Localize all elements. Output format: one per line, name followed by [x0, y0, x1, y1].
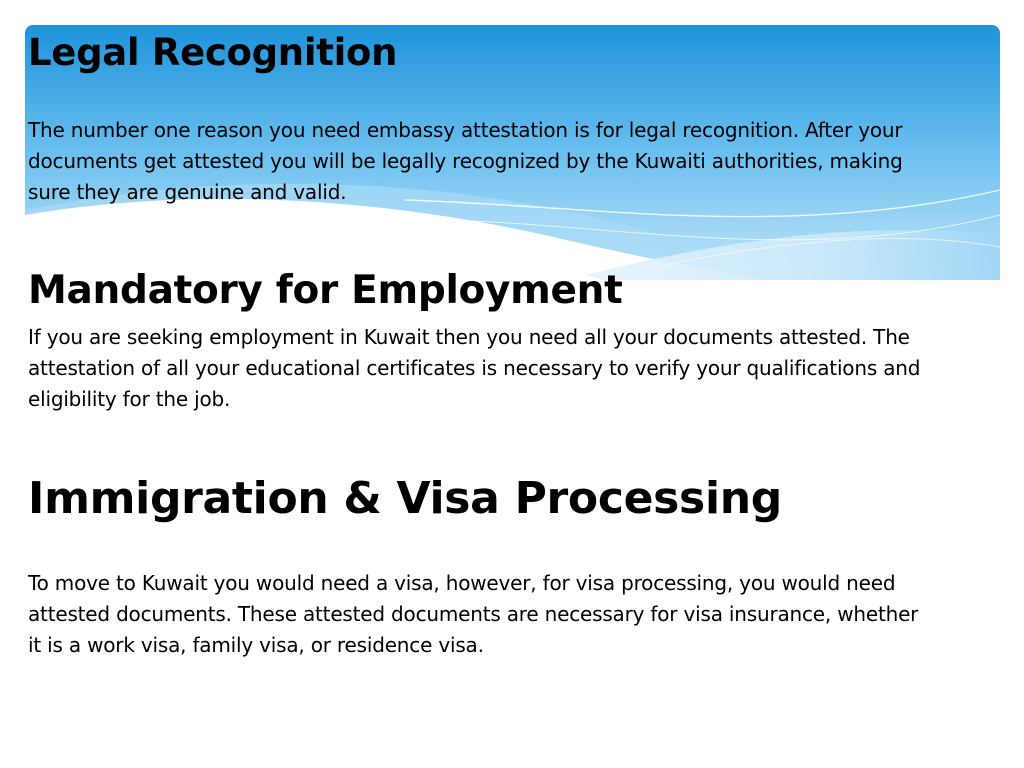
body-line: attestation of all your educational certificates is necessary to verify your qualifications and [28, 356, 921, 380]
section-heading-legal-recognition: Legal Recognition [28, 31, 398, 74]
body-line: If you are seeking employment in Kuwait then you need all your documents attested. The [28, 325, 910, 349]
body-line: attested documents. These attested documents are necessary for visa insurance, whether [28, 602, 919, 626]
section-body-mandatory-employment [28, 322, 920, 415]
section-body-legal-recognition [28, 115, 903, 208]
body-line: To move to Kuwait you would need a visa, however, for visa processing, you would need [28, 571, 896, 595]
section-heading-immigration-visa: Immigration & Visa Processing [28, 473, 782, 524]
body-line: sure they are genuine and valid. [28, 180, 347, 204]
body-line: it is a work visa, family visa, or residence visa. [28, 633, 484, 657]
section-heading-mandatory-employment: Mandatory for Employment [28, 268, 623, 313]
body-line: The number one reason you need embassy attestation is for legal recognition. After your [28, 118, 903, 142]
body-line: eligibility for the job. [28, 387, 231, 411]
body-line: documents get attested you will be legally recognized by the Kuwaiti authorities, making [28, 149, 903, 173]
section-body-immigration-visa [28, 568, 918, 661]
